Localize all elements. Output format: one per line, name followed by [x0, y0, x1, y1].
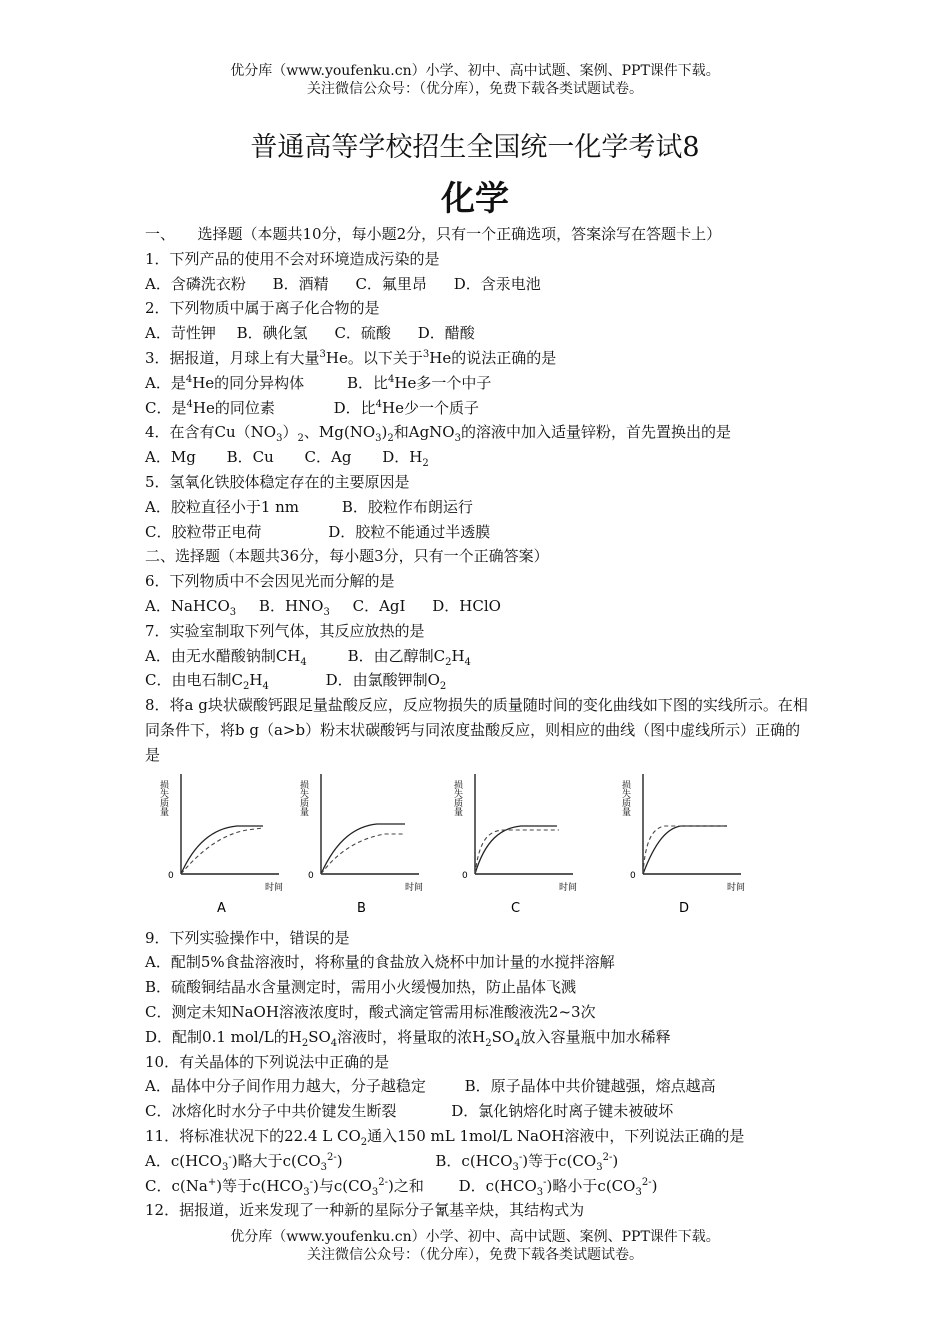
graph-a-xlabel: 时间	[265, 882, 284, 893]
graph-c-ylabel: 损失质量	[452, 779, 462, 816]
exam-body	[145, 222, 810, 1223]
q5-option-a: A．胶粒直径小于1 nm	[145, 497, 300, 516]
q7-option-c: C．由电石制$C_2H_4$	[145, 671, 269, 693]
q1-option-d: D．含汞电池	[453, 274, 541, 293]
q6-option-c: C．AgI	[352, 596, 406, 615]
question-10-options-cd	[145, 1099, 810, 1124]
question-7-options-ab	[145, 644, 810, 669]
graph-a-solid-curve	[181, 826, 263, 874]
q4-option-c: C．Ag	[304, 448, 352, 467]
question-12-stem: 12．据报道，近来发现了一种新的星际分子氰基辛炔，其结构式为	[145, 1201, 585, 1220]
q11-option-a: A．$c(HCO_3^-)$略大于$c(CO_3^{2-})$	[145, 1151, 343, 1173]
graph-d-solid-curve	[643, 826, 727, 874]
graph-b	[293, 770, 433, 920]
graph-b-dashed-curve	[321, 834, 405, 874]
graph-c-origin: 0	[462, 870, 468, 881]
q11-option-b: B．$c(HCO_3^-)$等于$c(CO_3^{2-})$	[435, 1151, 619, 1173]
question-4-stem: 4．在含有$Cu(NO_3)_2$、$Mg(NO_3)_2$和AgNO$_3$的溶液中加入适量锌粉，首先置换出的是	[145, 423, 731, 445]
header-line-2: 关注微信公众号：（优分库），免费下载各类试题试卷。	[307, 81, 643, 97]
question-8-stem: 8．将a g块状碳酸钙跟足量盐酸反应，反应物损失的质量随时间的变化曲线如下图的实线所示。在相同条件下，将b g（a>b）粉末状碳酸钙与同浓度盐酸反应，则相应的曲线（图中虚线所示）正确的是	[145, 696, 808, 764]
question-4-options	[145, 445, 810, 470]
graph-d-xlabel: 时间	[727, 882, 746, 893]
q5-option-c: C．胶粒带正电荷	[145, 522, 262, 541]
graph-a	[153, 770, 293, 920]
q9-option-c: C．测定未知NaOH溶液浓度时，酸式滴定管需用标准酸液洗2~3次	[145, 1002, 596, 1021]
graph-a-ylabel: 损失质量	[158, 779, 168, 816]
q4-option-a: A．Mg	[145, 448, 196, 467]
question-7-stem: 7．实验室制取下列气体，其反应放热的是	[145, 621, 425, 640]
q3-option-c: C．是$^4$He的同位素	[145, 398, 275, 417]
graph-c-solid-curve	[475, 826, 557, 874]
graph-c-xlabel: 时间	[559, 882, 578, 893]
graph-b-solid-curve	[321, 824, 405, 874]
question-5-stem: 5．氢氧化铁胶体稳定存在的主要原因是	[145, 472, 410, 491]
q2-option-c: C．硫酸	[334, 324, 391, 343]
q9-option-a: A．配制5%食盐溶液时，将称量的食盐放入烧杯中加计量的水搅拌溶解	[145, 953, 615, 972]
question-11-options-cd	[145, 1174, 810, 1199]
graph-b-option-label: B	[357, 900, 366, 916]
exam-title: 普通高等学校招生全国统一化学考试8	[250, 132, 700, 163]
q10-option-b: B．原子晶体中共价键越强，熔点越高	[464, 1077, 716, 1096]
page-header	[0, 62, 950, 98]
question-2-stem: 2．下列物质中属于离子化合物的是	[145, 299, 380, 318]
question-5-options-cd	[145, 520, 810, 545]
header-line-1: 优分库（www.youfenku.cn）小学、初中、高中试题、案例、PPT课件下载。	[230, 63, 720, 79]
graph-d-ylabel: 损失质量	[620, 779, 630, 816]
question-8-graphs	[145, 770, 810, 922]
q7-option-b: B．由乙醇制$C_2H_4$	[347, 646, 471, 668]
q2-option-b: B．碘化氢	[236, 324, 308, 343]
question-6-stem: 6．下列物质中不会因见光而分解的是	[145, 572, 395, 591]
q6-option-d: D．HClO	[432, 596, 501, 615]
footer-line-1: 优分库（www.youfenku.cn）小学、初中、高中试题、案例、PPT课件下载。	[230, 1229, 720, 1245]
q1-option-c: C．氟里昂	[355, 274, 427, 293]
q9-option-d: D．配制0.1 mol/L的$H_2SO_4$溶液时，将量取的浓$H_2SO_4$放入容量瓶中加水稀释	[145, 1027, 671, 1049]
graph-b-origin: 0	[308, 870, 314, 881]
question-3-stem: 3．据报道，月球上有大量$^3$He。以下关于$^3$He的说法正确的是	[145, 348, 557, 367]
q7-option-a: A．由无水醋酸钠制$CH_4$	[145, 646, 307, 668]
graph-a-origin: 0	[168, 870, 174, 881]
q2-option-a: A．苛性钾	[145, 324, 216, 343]
section-2-heading: 二、选择题（本题共36分，每小题3分，只有一个正确答案）	[145, 547, 549, 566]
graph-b-ylabel: 损失质量	[298, 779, 308, 816]
q10-option-d: D．氯化钠熔化时离子键未被破坏	[451, 1102, 674, 1121]
graph-c-dashed-curve	[475, 830, 559, 874]
q1-option-a: A．含磷洗衣粉	[145, 274, 246, 293]
graph-a-dashed-curve	[181, 828, 263, 874]
q5-option-d: D．胶粒不能通过半透膜	[328, 522, 491, 541]
q3-option-a: A．是$^4$He的同分异构体	[145, 373, 305, 392]
question-5-options-ab	[145, 495, 810, 520]
footer-line-2: 关注微信公众号：（优分库），免费下载各类试题试卷。	[307, 1247, 643, 1263]
q11-option-c: C．c(Na+)等于$c(HCO_3^-)$与$c(CO_3^{2-})$之和	[145, 1176, 424, 1198]
graph-d-origin: 0	[630, 870, 636, 881]
q1-option-b: B．酒精	[272, 274, 329, 293]
q10-option-c: C．冰熔化时水分子中共价键发生断裂	[145, 1102, 397, 1121]
question-9-stem: 9．下列实验操作中，错误的是	[145, 928, 350, 947]
question-2-options	[145, 321, 810, 346]
question-11-stem: 11．将标准状况下的22.4 L $CO_2$通入150 mL 1mol/L NaOH溶液中，下列说法正确的是	[145, 1126, 745, 1148]
q5-option-b: B．胶粒作布朗运行	[341, 497, 473, 516]
question-1-options	[145, 272, 810, 297]
graph-c-option-label: C	[511, 900, 521, 916]
q4-option-b: B．Cu	[226, 448, 274, 467]
graph-d	[615, 770, 755, 920]
graph-d-option-label: D	[679, 900, 690, 916]
q3-option-b: B．比$^4$He多一个中子	[346, 373, 492, 392]
question-10-options-ab	[145, 1074, 810, 1099]
question-1-stem: 1．下列产品的使用不会对环境造成污染的是	[145, 249, 440, 268]
question-7-options-cd	[145, 668, 810, 693]
q7-option-d: D．由氯酸钾制$O_2$	[325, 671, 447, 693]
graph-b-xlabel: 时间	[405, 882, 424, 893]
q10-option-a: A．晶体中分子间作用力越大，分子越稳定	[145, 1077, 426, 1096]
question-10-stem: 10．有关晶体的下列说法中正确的是	[145, 1052, 390, 1071]
q11-option-d: D．$c(HCO_3^-)$略小于$c(CO_3^{2-})$	[458, 1176, 658, 1198]
question-3-options-ab	[145, 371, 810, 396]
graph-d-dashed-curve	[643, 826, 727, 874]
q2-option-d: D．醋酸	[417, 324, 475, 343]
graph-c	[447, 770, 587, 920]
page-footer	[0, 1228, 950, 1264]
question-6-options	[145, 594, 810, 619]
q4-option-d: D．$H_2$	[382, 448, 429, 470]
q6-option-b: B．$HNO_3$	[258, 596, 330, 618]
question-3-options-cd	[145, 396, 810, 421]
q9-option-b: B．硫酸铜结晶水含量测定时，需用小火缓慢加热，防止晶体飞溅	[145, 978, 577, 997]
section-1-heading: 一、 选择题（本题共10分，每小题2分，只有一个正确选项，答案涂写在答题卡上）	[145, 225, 722, 243]
q6-option-a: A．NaHCO$_3$	[145, 596, 237, 618]
graph-a-option-label: A	[217, 900, 226, 916]
q3-option-d: D．比$^4$He少一个质子	[333, 398, 479, 417]
question-11-options-ab	[145, 1149, 810, 1174]
subject-heading: 化学	[441, 179, 509, 219]
